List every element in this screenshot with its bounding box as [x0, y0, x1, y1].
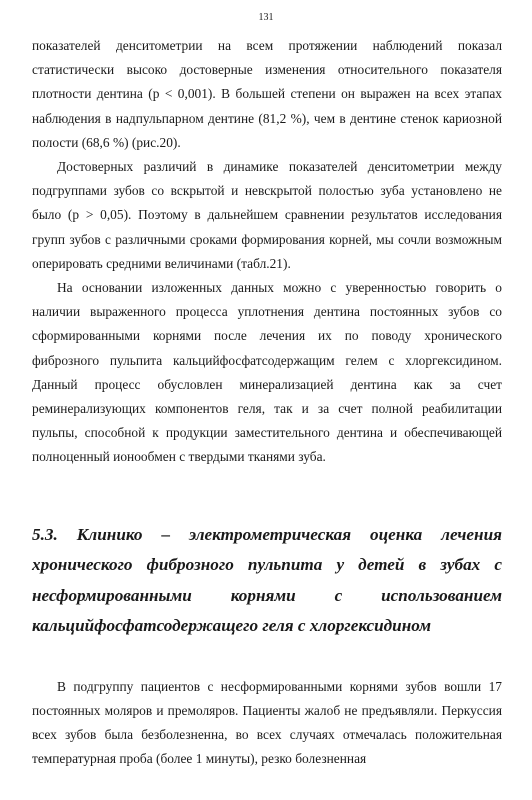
paragraph-section-intro: В подгруппу пациентов с несформированными корнями зубов вошли 17 постоянных моляров и премоляров. Пациенты жалоб не предъявляли. Перкуссия всех зубов была безболезненна, во всех случаях отмечалась положительная температурная проба (более 1 минуты), резко болезненная — [32, 678, 502, 767]
section-heading: 5.3. Клинико – электрометрическая оценка лечения хронического фиброзного пульпита у детей в зубах с несформированными корнями с использованием кальцийфосфатсодержащего геля с хлоргексидином — [32, 524, 502, 636]
heading-spacer — [32, 642, 502, 675]
paragraph-conclusion: На основании изложенных данных можно с уверенностью говорить о наличии выраженного процесса уплотнения дентина постоянных зубов со сформированными корнями после лечения их по поводу хронического фиброзного пульпита кальцийфосфатсодержащим гелем с хлоргексидином. Данный процесс обусловлен минерализацией дентина как за счет реминерализующих компонентов геля, так и за счет полной реабилитации пульпы, способной к продукции заместительного дентина и обеспечивающей полноценный ионообмен с твердыми тканями зуба. — [32, 280, 502, 465]
paragraph-subgroup-differences: Достоверных различий в динамике показателей денситометрии между подгруппами зубов со вскрытой и невскрытой полостью зуба установлено не было (p > 0,05). Поэтому в дальнейшем сравнении результатов исследования групп зубов с различными сроками формирования корней, мы сочли возможным оперировать средними величинами (табл.21). — [32, 159, 502, 271]
paragraph-densitometry-results: показателей денситометрии на всем протяжении наблюдений показал статистически высоко достоверные изменения относительного показателя плотности дентина (p < 0,001). В большей степени он выражен на всех этапах наблюдения в надпульпарном дентине (81,2 %), чем в дентине стенок кариозной полости (68,6 %) (рис.20). — [32, 38, 502, 150]
document-body — [32, 34, 502, 771]
page-number: 131 — [258, 12, 274, 23]
